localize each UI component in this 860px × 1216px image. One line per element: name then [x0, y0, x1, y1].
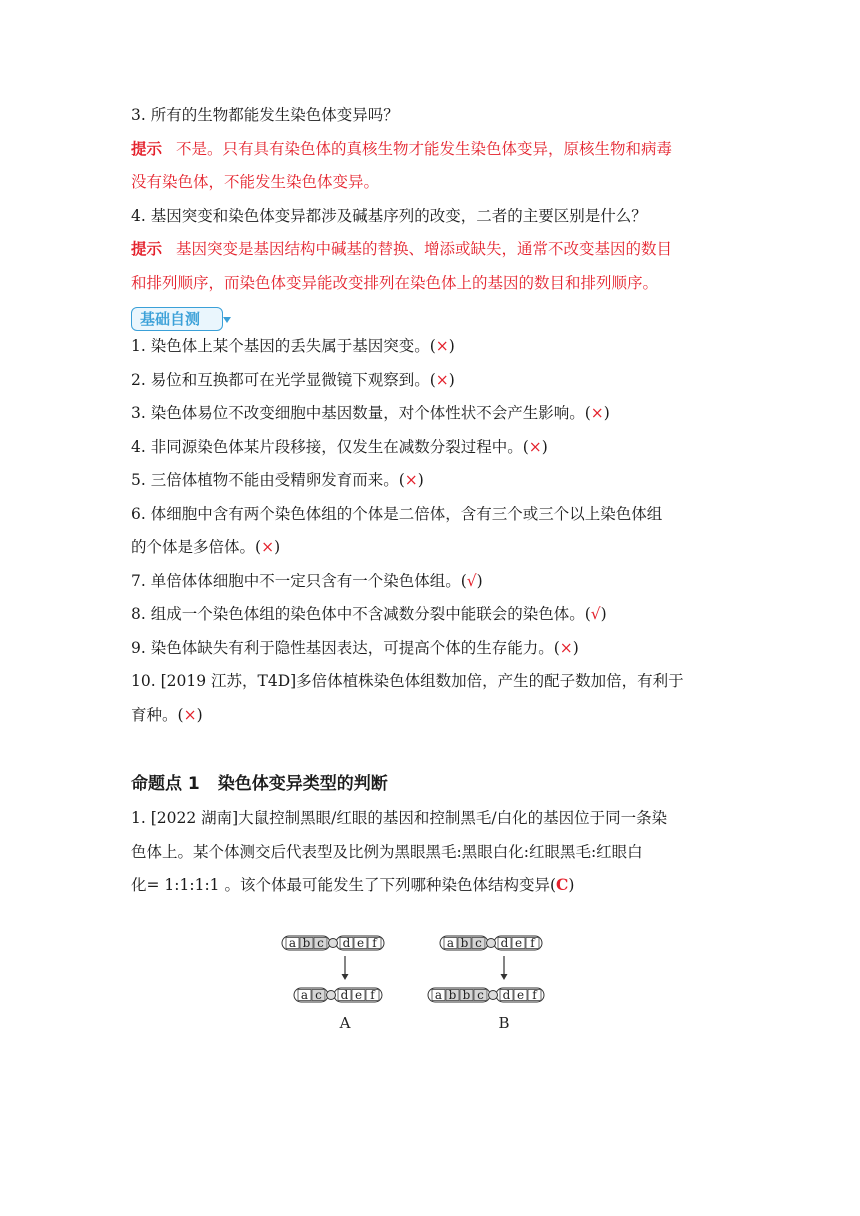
question-line-2: 色体上。某个体测交后代表型及比例为黑眼黑毛:黑眼白化:红眼黑毛:红眼白	[131, 842, 643, 861]
self-test-item: 3. 染色体易位不改变细胞中基因数量，对个体性状不会产生影响。(×)	[131, 404, 610, 422]
self-test-item: 7. 单倍体体细胞中不一定只含有一个染色体组。(√)	[131, 571, 483, 590]
item-answer: ×	[435, 370, 449, 389]
figure-label-A: A	[339, 1014, 351, 1032]
item-text: 8. 组成一个染色体组的染色体中不含减数分裂中能联会的染色体。	[131, 605, 585, 623]
item10-line-2: 育种。(×)	[131, 705, 203, 724]
centromere	[327, 991, 336, 1000]
question-paren: )	[568, 876, 575, 894]
q3-hint-line-1	[131, 138, 731, 172]
arrow-down-icon	[342, 956, 349, 980]
item6-line-2: 的个体是多倍体。(×)	[131, 538, 281, 556]
gene-label: c	[475, 936, 482, 950]
item-answer: ×	[261, 538, 275, 556]
item-text: 1. 染色体上某个基因的丢失属于基因突变。	[131, 337, 430, 355]
gene-label: c	[315, 988, 322, 1002]
gene-label: e	[354, 988, 363, 1002]
gene-label: b	[462, 988, 471, 1002]
item-text: 的个体是多倍体。	[131, 538, 256, 556]
gene-label: a	[434, 988, 443, 1002]
gene-label: f	[372, 936, 377, 950]
chromosome-B-after	[428, 988, 544, 1002]
item10-line-1: 10. [2019 江苏，T4D]多倍体植株染色体组数加倍，产生的配子数加倍，有利于	[131, 672, 684, 690]
chromosome-A-before	[282, 936, 384, 950]
q4-question: 4. 基因突变和染色体变异都涉及碱基序列的改变，二者的主要区别是什么？	[131, 206, 647, 225]
item-answer: ×	[559, 638, 573, 657]
question-text: 化= 1:1:1:1 。该个体最可能发生了下列哪种染色体结构变异(	[131, 876, 557, 894]
self-test-item: 9. 染色体缺失有利于隐性基因表达，可提高个体的生存能力。(×)	[131, 638, 579, 657]
q3-hint-line-2: 没有染色体，不能发生染色体变异。	[131, 173, 380, 191]
item-text: 7. 单倍体体细胞中不一定只含有一个染色体组。	[131, 571, 461, 590]
item-answer: √	[590, 605, 601, 623]
triangle-down-icon	[223, 317, 231, 323]
self-test-item: 4. 非同源染色体某片段移接，仅发生在减数分裂过程中。(×)	[131, 437, 548, 456]
gene-label: d	[500, 936, 509, 950]
item-answer: ×	[590, 404, 604, 422]
item-answer: ×	[435, 337, 449, 355]
hint-text: 不是。只有具有染色体的真核生物才能发生染色体变异，原核生物和病毒	[176, 139, 673, 158]
gene-label: e	[514, 936, 523, 950]
badge-label: 基础自测	[140, 310, 201, 328]
gene-label: f	[370, 988, 375, 1002]
chromosome-B-before	[440, 936, 542, 950]
arrow-down-icon	[501, 956, 508, 980]
item-answer: ×	[183, 705, 197, 724]
item-text: 2. 易位和互换都可在光学显微镜下观察到。	[131, 370, 430, 389]
gene-label: d	[342, 936, 351, 950]
gene-label: a	[446, 936, 455, 950]
self-test-item: 2. 易位和互换都可在光学显微镜下观察到。(×)	[131, 370, 455, 389]
section-title: 染色体变异类型的判断	[217, 774, 388, 794]
gene-label: e	[516, 988, 525, 1002]
section-heading	[131, 773, 731, 795]
centromere	[487, 939, 496, 948]
figure-label-B: B	[498, 1014, 510, 1032]
self-test-item: 5. 三倍体植物不能由受精卵发育而来。(×)	[131, 471, 424, 489]
q4-hint-line-2: 和排列顺序，而染色体变异能改变排列在染色体上的基因的数目和排列顺序。	[131, 273, 659, 292]
hint-text: 基因突变是基因结构中碱基的替换、增添或缺失，通常不改变基因的数目	[176, 240, 673, 258]
hint-label: 提示	[131, 239, 163, 258]
item-text: 5. 三倍体植物不能由受精卵发育而来。	[131, 471, 399, 489]
centromere	[329, 939, 338, 948]
gene-label: b	[302, 936, 311, 950]
item-text: 3. 染色体易位不改变细胞中基因数量，对个体性状不会产生影响。	[131, 404, 585, 422]
gene-label: a	[288, 936, 297, 950]
gene-label: d	[502, 988, 511, 1002]
section-number: 命题点 1	[131, 774, 200, 794]
self-test-item: 8. 组成一个染色体组的染色体中不含减数分裂中能联会的染色体。(√)	[131, 605, 607, 623]
gene-label: e	[356, 936, 365, 950]
q3-question: 3. 所有的生物都能发生染色体变异吗？	[131, 106, 399, 124]
q4-hint-line-1	[131, 238, 731, 272]
gene-label: f	[530, 936, 535, 950]
gene-label: c	[317, 936, 324, 950]
item-answer: ×	[528, 437, 542, 456]
document-page	[131, 104, 731, 908]
gene-label: c	[477, 988, 484, 1002]
gene-label: a	[300, 988, 309, 1002]
item6-line-1: 6. 体细胞中含有两个染色体组的个体是二倍体，含有三个或三个以上染色体组	[131, 504, 663, 523]
hint-label: 提示	[131, 138, 163, 158]
item-answer: ×	[404, 471, 418, 489]
item-text: 9. 染色体缺失有利于隐性基因表达，可提高个体的生存能力。	[131, 638, 554, 657]
chromosome-A-after	[294, 988, 382, 1002]
gene-label: b	[460, 936, 469, 950]
chromosome-figure	[280, 932, 590, 1042]
self-test-item: 1. 染色体上某个基因的丢失属于基因突变。(×)	[131, 337, 455, 355]
question-line-3	[131, 874, 731, 908]
item-text: 4. 非同源染色体某片段移接，仅发生在减数分裂过程中。	[131, 437, 523, 456]
question-line-1: 1. [2022 湖南]大鼠控制黑眼/红眼的基因和控制黑毛/白化的基因位于同一条染	[131, 809, 668, 827]
item-answer: √	[466, 571, 477, 590]
item-text: 育种。	[131, 705, 178, 724]
self-test-badge	[131, 307, 223, 331]
gene-label: d	[340, 988, 349, 1002]
centromere	[489, 991, 498, 1000]
question-answer: C	[556, 875, 569, 894]
gene-label: b	[448, 988, 457, 1002]
gene-label: f	[532, 988, 537, 1002]
self-test-header	[131, 305, 731, 335]
